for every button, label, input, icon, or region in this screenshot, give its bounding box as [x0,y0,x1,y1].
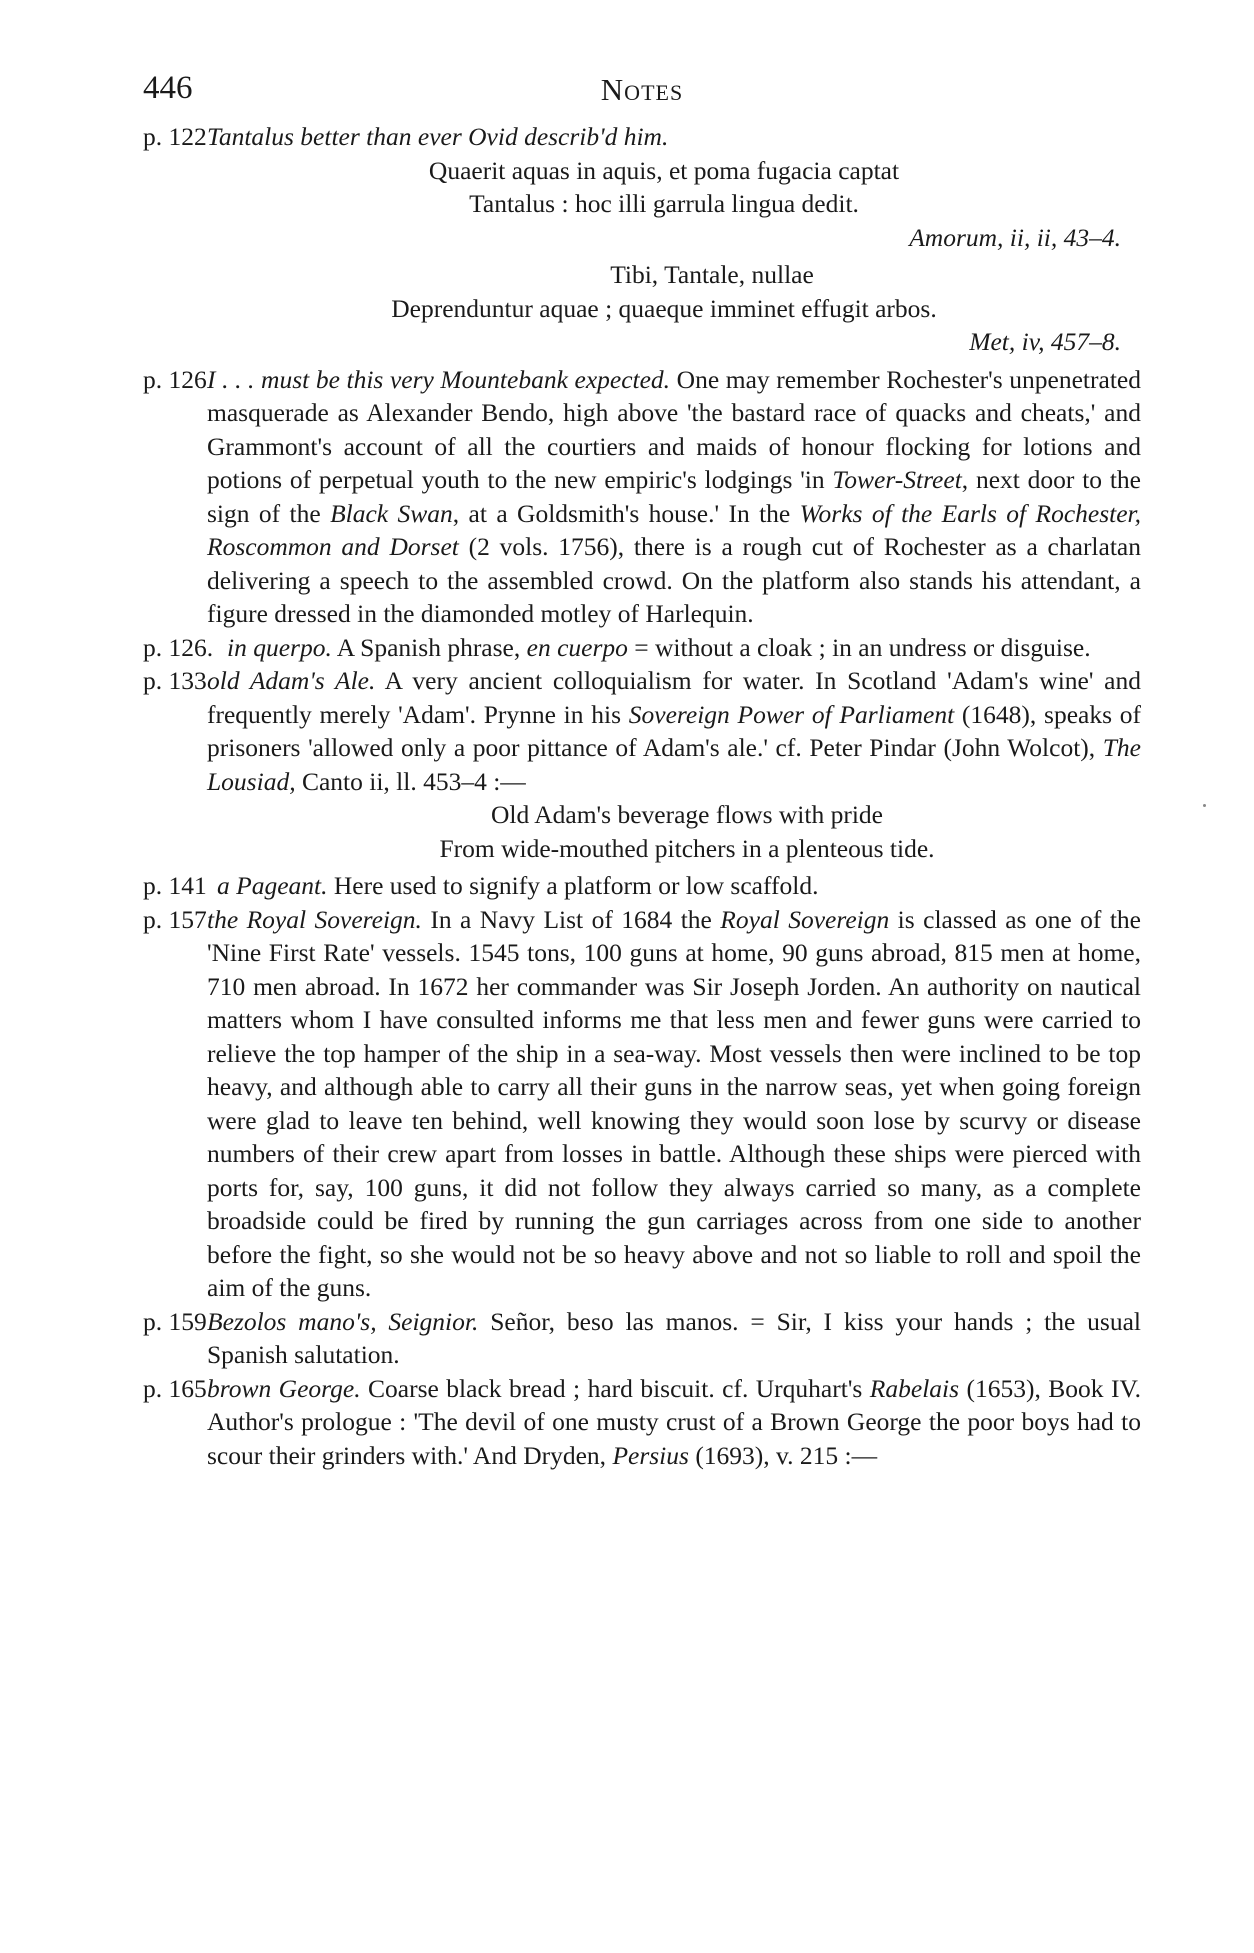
verse-line: Deprenduntur aquae ; quaeque imminet effugit arbos. [391,293,937,323]
note-entry [143,631,1141,665]
note-entry [143,903,1141,1305]
note-body: I . . . must be this very Mountebank expected. One may remember Rochester's unpenetrated masquerade as Alexander Bendo, high above 'the bastard race of quacks and cheats,' and Grammont's account of all the courtiers and maids of honour flocking for lotions and potions of perpetual youth to the new empiric's lodgings 'in Tower-Street, next door to the sign of the Black Swan, at a Goldsmith's house.' In the Works of the Earls of Rochester, Roscommon and Dorset (2 vols. 1756), there is a rough cut of Rochester as a charlatan delivering a speech to the assembled crowd. On the platform also stands his attendant, a figure dressed in the diamonded motley of Harlequin. [207,364,1142,628]
verse-line: Quaerit aquas in aquis, et poma fugacia captat [428,155,900,185]
note-body: the Royal Sovereign. In a Navy List of 1684 the Royal Sovereign is classed as one of the 'Nine First Rate' vessels. 1545 tons, 100 guns at home, 90 guns abroad, 815 men at home, 710 men abroad. In 1672 her commander was Sir Joseph Jorden. An authority on nautical matters whom I have consulted informs me that less men and fewer guns were carried to relieve the top hamper of the ship in a sea-way. Most vessels then were inclined to be top heavy, and although able to carry all their guns in the narrow seas, yet when going foreign were glad to leave ten behind, well knowing they would soon lose by scurvy or disease numbers of their crew apart from losses in battle. Although these ships were pierced with ports for, say, 100 guns, it did not follow they always carried so many, as a complete broadside could be fired by running the gun carriages across from one side to another before the fight, so she would not be so heavy above and not so liable to roll and spoil the aim of the guns. [207,904,1141,1302]
note-ref: p. 141 [143,871,207,900]
note-lemma: Tantalus better than ever Ovid describ'd him. [207,122,669,151]
note-lemma: I . . . must be this very Mountebank expected. [207,364,671,394]
citation [143,221,1141,255]
note-body: a Pageant. Here used to signify a platform or low scaffold. [217,871,819,900]
page-header [143,70,1141,120]
note-body: Bezolos mano's, Seignior. Señor, beso las manos. = Sir, I kiss your hands ; the usual Spanish salutation. [207,1306,1141,1369]
page [143,70,1141,1472]
citation [143,325,1141,359]
note-body [207,120,1141,154]
running-head: Notes [600,72,684,107]
note-body: in querpo. A Spanish phrase, en cuerpo = without a cloak ; in an undress or disguise. [227,632,1091,662]
note-ref: p. 126 [143,364,207,394]
note-ref: p. 157 [143,904,207,934]
citation-text: Met, iv, 457–8. [969,327,1121,356]
note-entry [143,1305,1141,1372]
note-body: brown George. Coarse black bread ; hard biscuit. cf. Urquhart's Rabelais (1653), Book IV. Author's prologue : 'The devil of one musty crust of a Brown George the poor boys had to scour their grinders with.' And Dryden, Persius (1693), v. 215 :— [207,1373,1141,1470]
note-entry [143,1372,1141,1473]
verse-line: Tantalus : hoc illi garrula lingua dedit. [469,189,859,218]
note-ref: p. 122 [143,122,207,151]
note-entry [143,664,1141,798]
note-ref: p. 165 [143,1373,207,1403]
note-lemma: old Adam's Ale. [207,666,376,695]
note-lemma: brown George. [207,1373,361,1403]
note-ref: p. 133 [143,666,207,695]
note-entry [143,869,1141,903]
note-lemma: a Pageant. [217,871,328,900]
note-lemma: the Royal Sovereign. [207,904,422,934]
note-entry [143,120,1141,154]
note-entry [143,363,1141,631]
note-ref: p. 159 [143,1306,207,1336]
verse-line: Old Adam's beverage flows with pride [491,800,883,829]
margin-speck [1203,804,1206,807]
note-lemma: in querpo. [227,632,332,662]
note-body: old Adam's Ale. A very ancient colloquialism for water. In Scotland 'Adam's wine' and frequently merely 'Adam'. Prynne in his Sovereign Power of Parliament (1648), speaks of prisoners 'allowed only a poor pittance of Adam's ale.' cf. Peter Pindar (John Wolcot), The Lousiad, Canto ii, ll. 453–4 :— [207,666,1141,796]
verse-line: From wide-mouthed pitchers in a plenteous tide. [439,833,935,863]
note-lemma: Bezolos mano's, Seignior. [207,1306,479,1336]
verse-line: Tibi, Tantale, nullae [610,260,814,289]
note-ref: p. 126. [143,632,214,662]
citation-text: Amorum, ii, ii, 43–4. [909,222,1121,252]
page-number: 446 [143,70,193,106]
